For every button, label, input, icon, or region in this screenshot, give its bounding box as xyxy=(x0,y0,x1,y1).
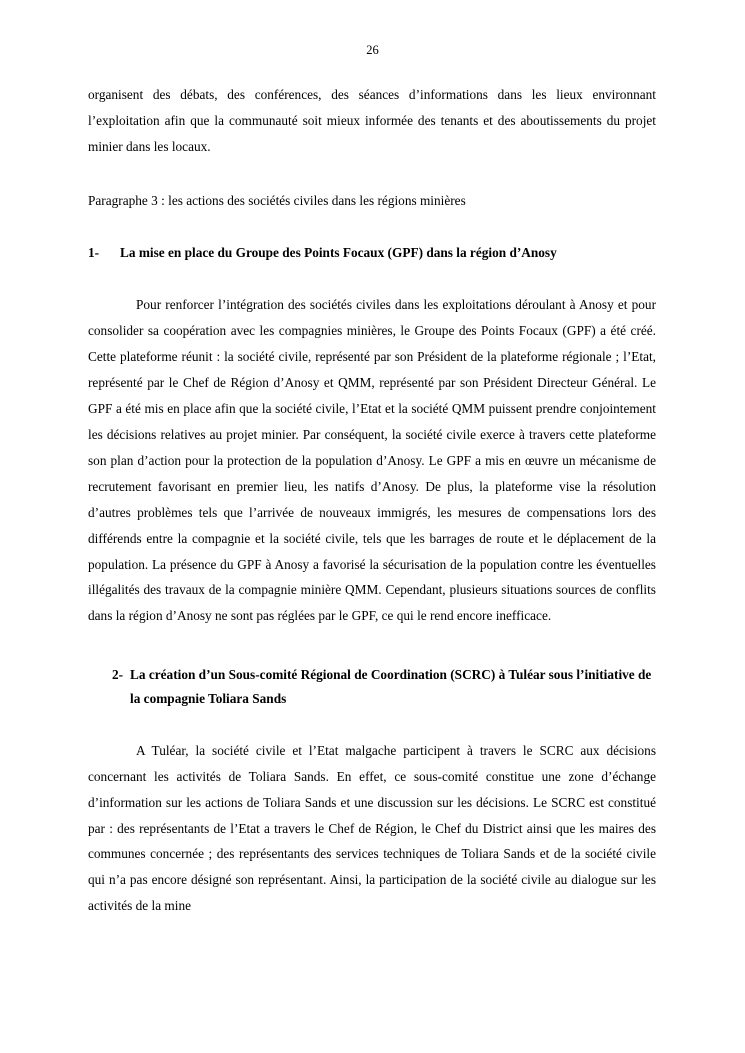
heading-scrc-text xyxy=(112,663,656,710)
spacer xyxy=(88,264,656,292)
spacer xyxy=(88,710,656,738)
paragraph-gpf: Pour renforcer l’intégration des sociétés civiles dans les exploitations déroulant à Anosy et pour consolider sa coopération avec les compagnies minières, le Groupe des Points Focaux (GPF) a été créé. Cette plateforme réunit : la société civile, représenté par son Président de la plateforme régionale ; l’Etat, représenté par le Chef de Région d’Anosy et QMM, représenté par son Président Directeur Général. Le GPF a été mis en place afin que la société civile, l’Etat et la société QMM puissent prendre conjointement les décisions relatives au projet minier. Par conséquent, la société civile exerce à travers cette plateforme son plan d’action pour la protection de la population d’Anosy. Le GPF a mis en œuvre un mécanisme de recrutement favorisant en premier lieu, les natifs d’Anosy. De plus, la plateforme vise la résolution d’autres problèmes tels que l’arrivée de nouveaux immigrés, les mesures de compensations lors des différends entre la compagnie et la société civile, tels que les barrages de route et le déplacement de la population. La présence du GPF à Anosy a favorisé la sécurisation de la population contre les éventuelles illégalités des travaux de la compagnie minière QMM. Cependant, plusieurs situations sources de conflits dans la région d’Anosy ne sont pas réglées par le GPF, ce qui le rend encore inefficace. xyxy=(88,297,656,624)
spacer xyxy=(88,213,656,241)
spacer xyxy=(88,160,656,188)
heading-gpf-label: La mise en place du Groupe des Points Focaux (GPF) dans la région d’Anosy xyxy=(120,245,557,261)
page-content xyxy=(88,82,656,919)
heading-gpf-number: 1- xyxy=(88,245,100,261)
heading-scrc-number: 2- xyxy=(112,667,124,683)
heading-gpf xyxy=(88,241,656,264)
paragraph-intro: organisent des débats, des conférences, des séances d’informations dans les lieux environnant l’exploitation afin que la communauté soit mieux informée des tenants et des aboutissements du projet minier dans les locaux. xyxy=(88,87,656,154)
section-label-paragraphe-3: Paragraphe 3 : les actions des sociétés civiles dans les régions minières xyxy=(88,192,466,208)
paragraph-scrc: A Tuléar, la société civile et l’Etat malgache participent à travers le SCRC aux décisions concernant les activités de Toliara Sands. En effet, ce sous-comité constitue une zone d’échange d’information sur les actions de Toliara Sands et une discussion sur les décisions. Le SCRC est constitué par : des représentants de l’Etat a travers le Chef de Région, le Chef du District ainsi que les maires des communes concernée ; des représentants des services techniques de Toliara Sands et de la société civile qui n’a pas encore désigné son représentant. Ainsi, la participation de la société civile au dialogue sur les activités de la mine xyxy=(88,742,656,914)
heading-scrc xyxy=(88,663,656,710)
spacer xyxy=(88,629,656,663)
page-number: 26 xyxy=(366,43,379,57)
heading-scrc-label: La création d’un Sous-comité Régional de Coordination (SCRC) à Tuléar sous l’initiative de la compagnie Toliara Sands xyxy=(130,667,652,706)
